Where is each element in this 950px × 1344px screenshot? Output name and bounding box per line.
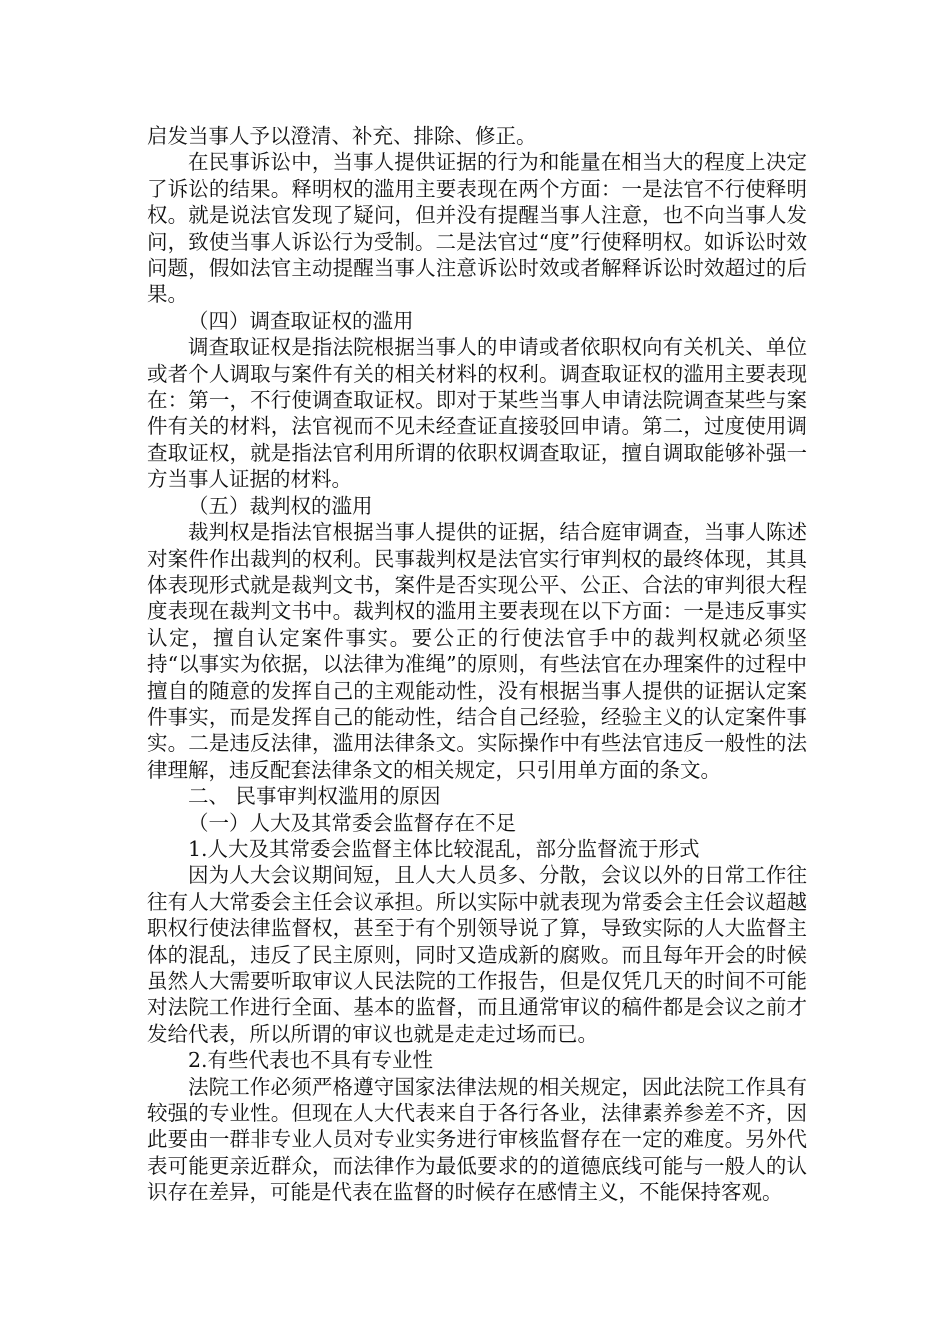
document-page [147, 123, 807, 1206]
paragraph-continuation: 启发当事人予以澄清、补充、排除、修正。 [147, 124, 537, 148]
section-heading: （四）调查取证权的滥用 [188, 308, 414, 333]
paragraph-body: 因为人大会议期间短，且人大人员多、分散，会议以外的日常工作往往有人大常委会主任会议承担。所以实际中就表现为常委会主任会议超越职权行使法律监督权，甚至于有个别领导说了算，导致实际的人大监督主体的混乱，违反了民主原则，同时又造成新的腐败。而且每年开会的时候虽然人大需要听取审议人民法院的工作报告，但是仅凭几天的时间不可能对法院工作进行全面、基本的监督，而且通常审议的稿件都是会议之前才发给代表，所以所谓的审议也就是走走过场而已。 [147, 863, 807, 1046]
subsection-heading: 1.人大及其常委会监督主体比较混乱，部分监督流于形式 [188, 836, 700, 861]
chapter-heading: 二、 民事审判权滥用的原因 [188, 784, 441, 809]
paragraph-body: 裁判权是指法官根据当事人提供的证据，结合庭审调查，当事人陈述对案件作出裁判的权利。民事裁判权是法官实行审判权的最终体现，其具体表现形式就是裁判文书，案件是否实现公平、公正、合法的审判很大程度表现在裁判文书中。裁判权的滥用主要表现在以下方面：一是违反事实认定，擅自认定案件事实。要公正的行使法官手中的裁判权就必须坚持“以事实为依据，以法律为准绳”的原则，有些法官在办理案件的过程中擅自的随意的发挥自己的主观能动性，没有根据当事人提供的证据认定案件事实，而是发挥自己的能动性，结合自己经验，经验主义的认定案件事实。二是违反法律，滥用法律条文。实际操作中有些法官违反一般性的法律理解，违反配套法律条文的相关规定，只引用单方面的条文。 [147, 520, 807, 782]
paragraph-body: 在民事诉讼中，当事人提供证据的行为和能量在相当大的程度上决定了诉讼的结果。释明权的滥用主要表现在两个方面：一是法官不行使释明权。就是说法官发现了疑问，但并没有提醒当事人注意，也不向当事人发问，致使当事人诉讼行为受制。二是法官过“度”行使释明权。如诉讼时效问题，假如法官主动提醒当事人注意诉讼时效或者解释诉讼时效超过的后果。 [147, 150, 807, 307]
paragraph-body: 调查取证权是指法院根据当事人的申请或者依职权向有关机关、单位或者个人调取与案件有关的相关材料的权利。调查取证权的滥用主要表现在：第一，不行使调查取证权。即对于某些当事人申请法院调查某些与案件有关的材料，法官视而不见未经查证直接驳回申请。第二，过度使用调查取证权，就是指法官利用所谓的依职权调查取证，擅自调取能够补强一方当事人证据的材料。 [147, 335, 807, 492]
section-heading: （一）人大及其常委会监督存在不足 [188, 810, 516, 835]
section-heading: （五）裁判权的滥用 [188, 493, 373, 518]
paragraph-body: 法院工作必须严格遵守国家法律法规的相关规定，因此法院工作具有较强的专业性。但现在人大代表来自于各行各业，法律素养参差不齐，因此要由一群非专业人员对专业实务进行审核监督存在一定的难度。另外代表可能更亲近群众，而法律作为最低要求的的道德底线可能与一般人的认识存在差异，可能是代表在监督的时候存在感情主义，不能保持客观。 [147, 1074, 807, 1205]
subsection-heading: 2.有些代表也不具有专业性 [188, 1048, 434, 1073]
